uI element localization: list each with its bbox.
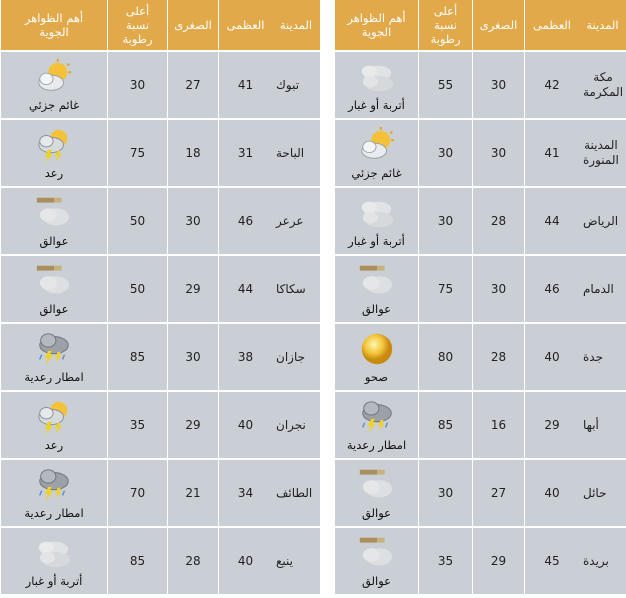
max-temp: 41 bbox=[218, 52, 272, 118]
thunder-icon bbox=[35, 126, 73, 164]
min-temp: 29 bbox=[472, 528, 524, 594]
weather-condition bbox=[334, 188, 418, 254]
haze-icon bbox=[35, 194, 73, 232]
min-temp: 28 bbox=[472, 324, 524, 390]
min-temp: 18 bbox=[167, 120, 218, 186]
sunny-icon bbox=[358, 330, 396, 368]
table-row bbox=[334, 256, 626, 322]
header-max: العظمى bbox=[218, 0, 272, 50]
city-name: بريدة bbox=[583, 553, 609, 568]
min-temp: 21 bbox=[167, 460, 218, 526]
condition-label: امطار رعدية bbox=[346, 437, 407, 452]
humidity-value: 75 bbox=[107, 120, 167, 186]
city-name: أبها bbox=[583, 417, 599, 432]
condition-label: غائم جزئي bbox=[28, 97, 80, 112]
haze-icon bbox=[358, 534, 396, 572]
weather-condition bbox=[334, 256, 418, 322]
weather-condition bbox=[0, 324, 107, 390]
max-temp: 38 bbox=[218, 324, 272, 390]
humidity-value: 50 bbox=[107, 188, 167, 254]
condition-label: أتربة أو غبار bbox=[25, 573, 83, 588]
min-temp: 30 bbox=[167, 188, 218, 254]
table-row bbox=[334, 188, 626, 254]
weather-condition bbox=[0, 528, 107, 594]
table-row bbox=[334, 460, 626, 526]
table-row bbox=[0, 256, 320, 322]
header-city: المدينة bbox=[279, 18, 313, 32]
min-temp: 16 bbox=[472, 392, 524, 458]
partly-cloudy-icon bbox=[35, 58, 73, 96]
city-name: الدمام bbox=[583, 281, 614, 296]
condition-label: عوالق bbox=[361, 505, 392, 520]
max-temp: 41 bbox=[524, 120, 579, 186]
max-temp: 31 bbox=[218, 120, 272, 186]
dust-icon bbox=[358, 194, 396, 232]
humidity-value: 75 bbox=[418, 256, 472, 322]
table-row bbox=[334, 120, 626, 186]
min-temp: 29 bbox=[167, 256, 218, 322]
humidity-value: 35 bbox=[418, 528, 472, 594]
weather-condition bbox=[334, 52, 418, 118]
city-name: جدة bbox=[583, 349, 604, 364]
humidity-value: 85 bbox=[107, 528, 167, 594]
table-row bbox=[0, 52, 320, 118]
table-row bbox=[334, 528, 626, 594]
min-temp: 30 bbox=[472, 120, 524, 186]
humidity-value: 30 bbox=[107, 52, 167, 118]
condition-label: أتربة أو غبار bbox=[348, 233, 405, 248]
weather-condition bbox=[0, 188, 107, 254]
city-name: عرعر bbox=[276, 213, 304, 228]
condition-label: رعد bbox=[44, 437, 64, 452]
max-temp: 40 bbox=[218, 528, 272, 594]
city-name: سكاكا bbox=[276, 281, 306, 296]
haze-icon bbox=[358, 262, 396, 300]
city-name: مكة المكرمة bbox=[583, 70, 624, 99]
table-row bbox=[0, 324, 320, 390]
haze-icon bbox=[358, 466, 396, 504]
humidity-value: 30 bbox=[418, 460, 472, 526]
humidity-value: 50 bbox=[107, 256, 167, 322]
city-name: المدينة المنورة bbox=[583, 138, 619, 167]
table-header bbox=[0, 0, 320, 50]
dust-icon bbox=[358, 58, 396, 96]
city-name: نجران bbox=[276, 417, 306, 432]
weather-condition bbox=[0, 52, 107, 118]
weather-condition bbox=[334, 528, 418, 594]
max-temp: 40 bbox=[524, 324, 579, 390]
humidity-value: 30 bbox=[418, 188, 472, 254]
table-row bbox=[0, 120, 320, 186]
condition-label: أتربة أو غبار bbox=[348, 97, 405, 112]
max-temp: 34 bbox=[218, 460, 272, 526]
header-city: المدينة bbox=[586, 18, 619, 32]
condition-label: رعد bbox=[44, 165, 64, 180]
humidity-value: 80 bbox=[418, 324, 472, 390]
table-row bbox=[0, 528, 320, 594]
city-name: جازان bbox=[276, 349, 306, 364]
table-row bbox=[334, 324, 626, 390]
humidity-value: 30 bbox=[418, 120, 472, 186]
partly-cloudy-icon bbox=[358, 126, 396, 164]
humidity-value: 35 bbox=[107, 392, 167, 458]
table-row bbox=[0, 392, 320, 458]
table-row bbox=[0, 460, 320, 526]
table-row bbox=[334, 52, 626, 118]
city-name: الرياض bbox=[583, 213, 619, 228]
condition-label: امطار رعدية bbox=[24, 505, 84, 520]
weather-condition bbox=[334, 460, 418, 526]
city-name: حائل bbox=[583, 485, 607, 500]
humidity-value: 85 bbox=[418, 392, 472, 458]
header-phenomena: أهم الظواهر الجوية bbox=[334, 0, 418, 50]
table-row bbox=[0, 188, 320, 254]
humidity-value: 85 bbox=[107, 324, 167, 390]
haze-icon bbox=[35, 262, 73, 300]
header-min: الصغرى bbox=[472, 0, 524, 50]
city-name: الطائف bbox=[276, 485, 313, 500]
weather-table-right bbox=[334, 0, 626, 598]
max-temp: 42 bbox=[524, 52, 579, 118]
city-name: الباحة bbox=[276, 145, 305, 160]
table-header bbox=[334, 0, 626, 50]
condition-label: غائم جزئي bbox=[351, 165, 402, 180]
max-temp: 40 bbox=[218, 392, 272, 458]
max-temp: 45 bbox=[524, 528, 579, 594]
min-temp: 28 bbox=[167, 528, 218, 594]
min-temp: 30 bbox=[472, 52, 524, 118]
weather-condition bbox=[334, 392, 418, 458]
max-temp: 44 bbox=[218, 256, 272, 322]
header-min: الصغرى bbox=[167, 0, 218, 50]
condition-label: صحو bbox=[364, 369, 389, 384]
weather-condition bbox=[334, 324, 418, 390]
condition-label: امطار رعدية bbox=[24, 369, 84, 384]
weather-condition bbox=[0, 392, 107, 458]
header-humidity: أعلى نسبة رطوبة bbox=[418, 0, 472, 50]
min-temp: 27 bbox=[167, 52, 218, 118]
thunderstorm-icon bbox=[358, 398, 396, 436]
weather-condition bbox=[0, 460, 107, 526]
city-name: ينبع bbox=[276, 553, 293, 568]
thunderstorm-icon bbox=[35, 466, 73, 504]
humidity-value: 55 bbox=[418, 52, 472, 118]
max-temp: 44 bbox=[524, 188, 579, 254]
min-temp: 30 bbox=[472, 256, 524, 322]
max-temp: 46 bbox=[218, 188, 272, 254]
thunder-icon bbox=[35, 398, 73, 436]
header-max: العظمى bbox=[524, 0, 579, 50]
humidity-value: 70 bbox=[107, 460, 167, 526]
condition-label: عوالق bbox=[361, 301, 392, 316]
condition-label: عوالق bbox=[39, 301, 69, 316]
header-humidity: أعلى نسبة رطوبة bbox=[107, 0, 167, 50]
city-name: تبوك bbox=[276, 77, 300, 92]
weather-condition bbox=[334, 120, 418, 186]
weather-condition bbox=[0, 120, 107, 186]
min-temp: 29 bbox=[167, 392, 218, 458]
min-temp: 28 bbox=[472, 188, 524, 254]
max-temp: 40 bbox=[524, 460, 579, 526]
table-row bbox=[334, 392, 626, 458]
condition-label: عوالق bbox=[39, 233, 69, 248]
condition-label: عوالق bbox=[361, 573, 392, 588]
weather-condition bbox=[0, 256, 107, 322]
max-temp: 29 bbox=[524, 392, 579, 458]
min-temp: 27 bbox=[472, 460, 524, 526]
min-temp: 30 bbox=[167, 324, 218, 390]
max-temp: 46 bbox=[524, 256, 579, 322]
dust-icon bbox=[35, 534, 73, 572]
header-phenomena: أهم الظواهر الجوية bbox=[0, 0, 107, 50]
thunderstorm-icon bbox=[35, 330, 73, 368]
